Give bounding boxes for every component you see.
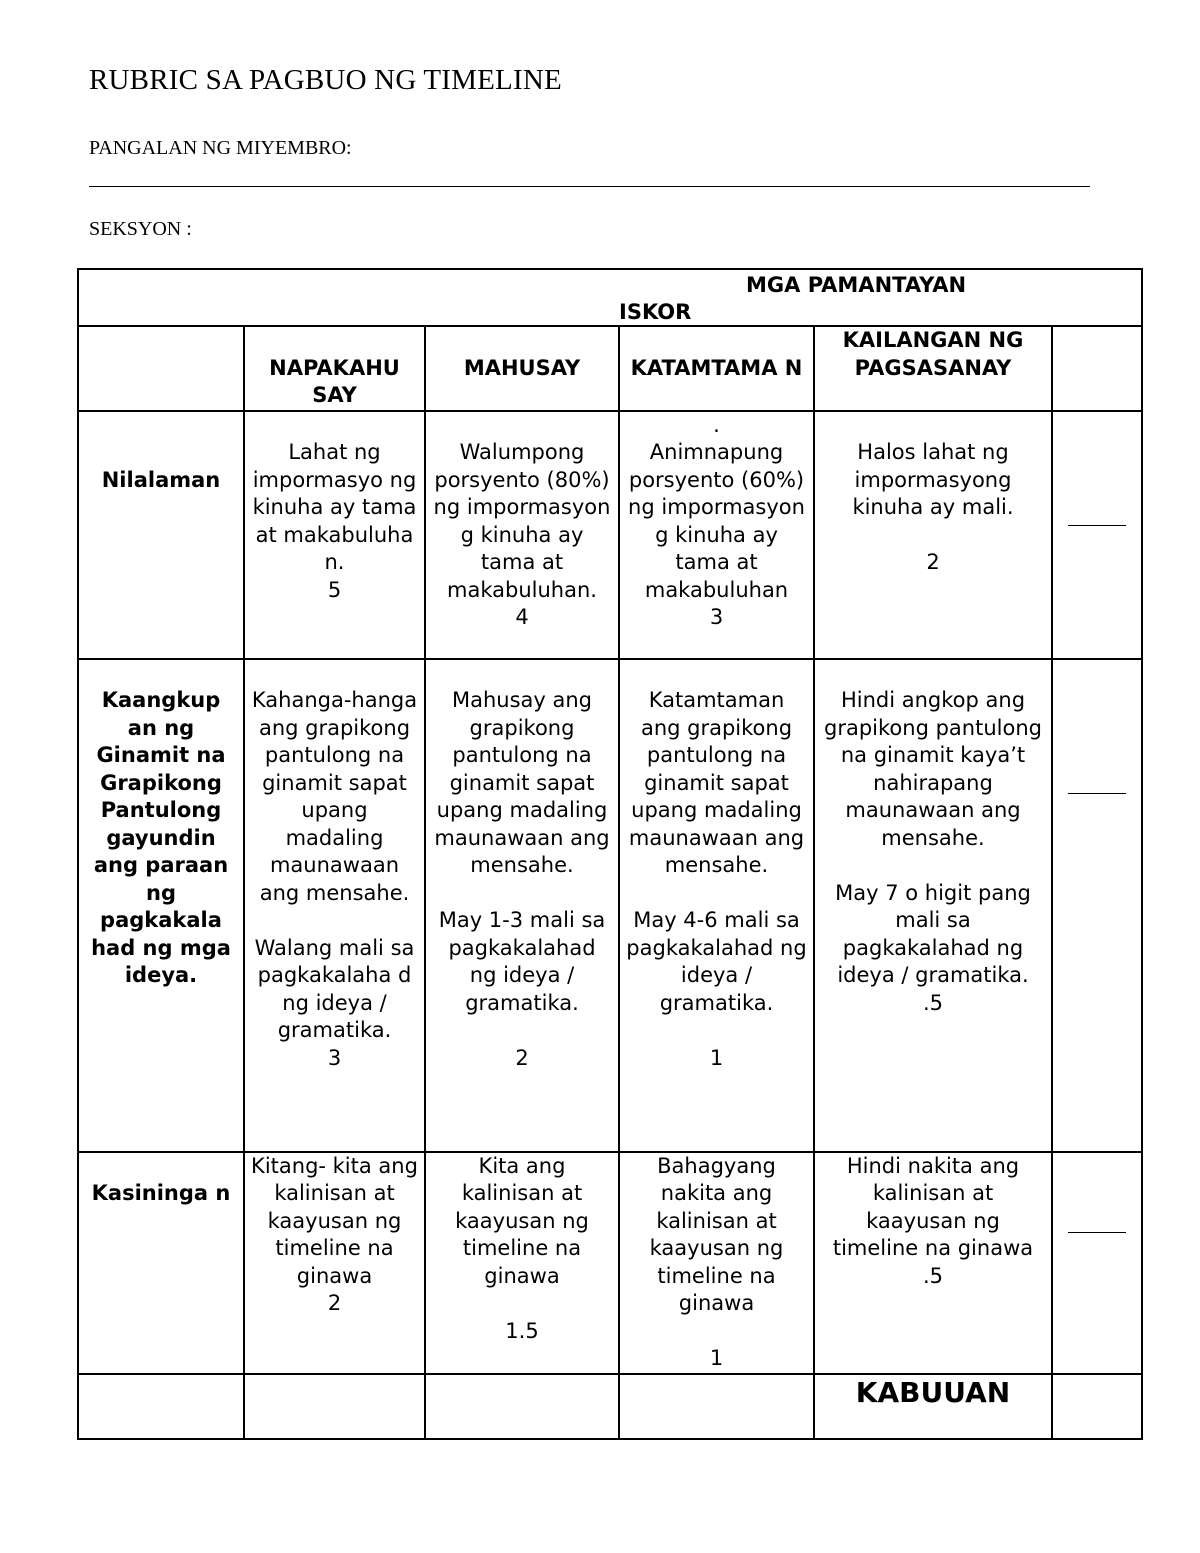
cell-kasiningan-napakahusay: Kitang- kita ang kalinisan at kaayusan ng timeline na ginawa 2 xyxy=(244,1152,425,1374)
table-row xyxy=(78,659,1142,1152)
total-empty-cell xyxy=(244,1374,425,1439)
cell-kaangkupan-kailangan: Hindi angkop ang grapikong pantulong na ginamit kaya’t nahirapang maunawaan ang mensahe. May 7 o higit pang mali sa pagkakalahad ng ideya / gramatika. .5 xyxy=(814,659,1052,1152)
cell-nilalaman-napakahusay: Lahat ng impormasyo ng kinuha ay tama at makabuluha n. 5 xyxy=(244,411,425,659)
cell-kasiningan-katamtaman: Bahagyang nakita ang kalinisan at kaayusan ng timeline na ginawa 1 xyxy=(619,1152,814,1374)
column-header-napakahusay: NAPAKAHU SAY xyxy=(244,326,425,411)
document-title: RUBRIC SA PAGBUO NG TIMELINE xyxy=(89,64,562,96)
score-blank-kaangkupan[interactable] xyxy=(1052,659,1142,1152)
table-row xyxy=(78,411,1142,659)
total-label: KABUUAN xyxy=(814,1374,1052,1439)
cell-kasiningan-mahusay: Kita ang kalinisan at kaayusan ng timeline na ginawa 1.5 xyxy=(425,1152,619,1374)
header-pamantayan: MGA PAMANTAYAN xyxy=(746,273,967,297)
header-iskor: ISKOR xyxy=(619,300,692,324)
total-empty-cell xyxy=(78,1374,244,1439)
header-row xyxy=(78,269,1142,326)
cell-kasiningan-kailangan: Hindi nakita ang kalinisan at kaayusan ng timeline na ginawa .5 xyxy=(814,1152,1052,1374)
total-empty-cell xyxy=(425,1374,619,1439)
score-blank-nilalaman[interactable] xyxy=(1052,411,1142,659)
header-merged-cell xyxy=(78,269,1142,326)
rubric-table xyxy=(77,268,1143,1440)
cell-kaangkupan-katamtaman: Katamtaman ang grapikong pantulong na ginamit sapat upang madaling maunawaan ang mensahe. May 4-6 mali sa pagkakalahad ng ideya / gramatika. 1 xyxy=(619,659,814,1152)
total-score-cell[interactable] xyxy=(1052,1374,1142,1439)
member-name-label: PANGALAN NG MIYEMBRO: xyxy=(89,137,352,159)
cell-kaangkupan-napakahusay: Kahanga-hanga ang grapikong pantulong na ginamit sapat upang madaling maunawaan ang mensahe. Walang mali sa pagkakalaha d ng ideya / gramatika. 3 xyxy=(244,659,425,1152)
cell-nilalaman-kailangan: Halos lahat ng impormasyong kinuha ay mali. 2 xyxy=(814,411,1052,659)
table-row xyxy=(78,1152,1142,1374)
total-row xyxy=(78,1374,1142,1439)
criterion-nilalaman: Nilalaman xyxy=(78,411,244,659)
column-header-mahusay: MAHUSAY xyxy=(425,326,619,411)
cell-nilalaman-katamtaman: . Animnapung porsyento (60%) ng impormasyon g kinuha ay tama at makabuluhan 3 xyxy=(619,411,814,659)
criterion-kaangkupan: Kaangkup an ng Ginamit na Grapikong Pantulong gayundin ang paraan ng pagkakala had ng mga ideya. xyxy=(78,659,244,1152)
total-empty-cell xyxy=(619,1374,814,1439)
score-header-cell xyxy=(1052,326,1142,411)
score-blank-kasiningan[interactable] xyxy=(1052,1152,1142,1374)
criterion-header-cell xyxy=(78,326,244,411)
cell-kaangkupan-mahusay: Mahusay ang grapikong pantulong na ginamit sapat upang madaling maunawaan ang mensahe. May 1-3 mali sa pagkakalahad ng ideya / gramatika. 2 xyxy=(425,659,619,1152)
column-header-katamtaman: KATAMTAMA N xyxy=(619,326,814,411)
column-header-row xyxy=(78,326,1142,411)
column-header-kailangan-ng-pagsasanay: KAILANGAN NG PAGSASANAY xyxy=(814,326,1052,411)
cell-nilalaman-mahusay: Walumpong porsyento (80%) ng impormasyon g kinuha ay tama at makabuluhan. 4 xyxy=(425,411,619,659)
member-name-line[interactable] xyxy=(89,186,1090,187)
criterion-kasiningan: Kasininga n xyxy=(78,1152,244,1374)
section-label: SEKSYON : xyxy=(89,218,192,240)
